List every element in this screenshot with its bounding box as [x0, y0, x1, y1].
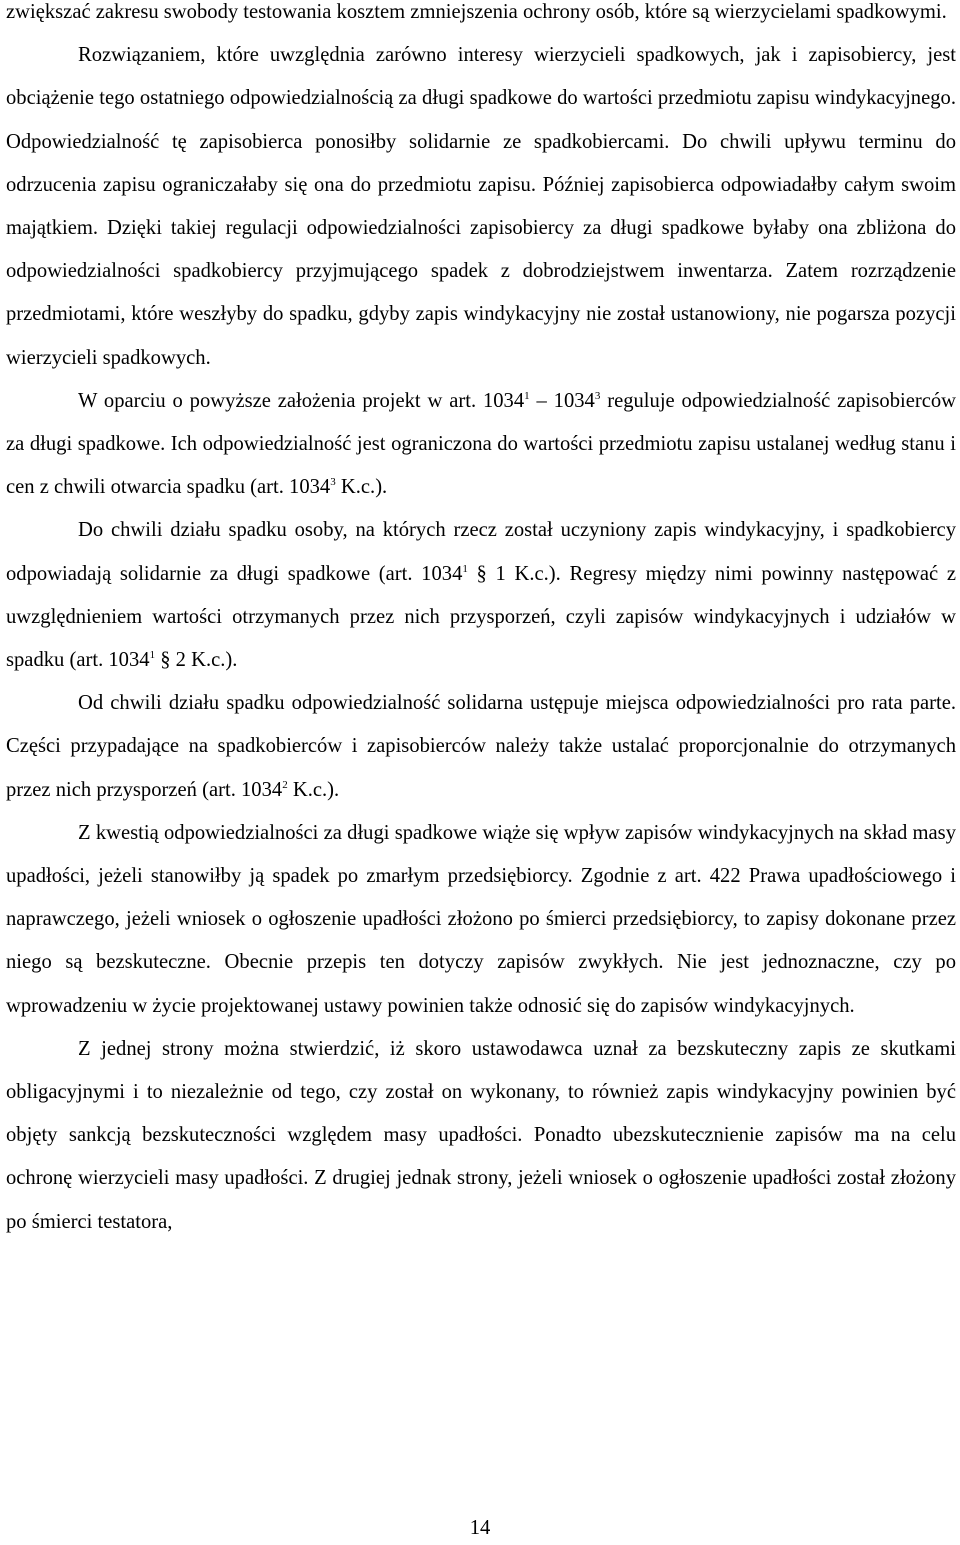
document-body — [6, 0, 956, 1244]
paragraph-7: Z jednej strony można stwierdzić, iż skoro ustawodawca uznał za bezskuteczny zapis ze skutkami obligacyjnymi i to niezależnie od tego, czy został on wykonany, to również zapis windykacyjny powinien być objęty sankcją bezskuteczności względem masy upadłości. Ponadto ubezskutecznienie zapisów ma na celu ochronę wierzycieli masy upadłości. Z drugiej jednak strony, jeżeli wniosek o ogłoszenie upadłości został złożony po śmierci testatora, — [6, 1037, 956, 1233]
paragraph-5-text-1: Od chwili działu spadku odpowiedzialność solidarna ustępuje miejsca odpowiedzialności pro rata parte. Części przypadające na spadkobierców i zapisobierców należy także ustalać proporcjonalnie do otrzymanych przez nich przysporzeń (art. 1034 — [6, 692, 956, 801]
paragraph-3-text-3: reguluje odpowiedzialność zapisobierców za długi spadkowe. Ich odpowiedzialność jest ograniczona do wartości przedmiotu zapisu ustalanej według stanu i cen z chwili otwarcia spadku (art. 1034 — [6, 389, 957, 499]
paragraph-4-text-1: Do chwili działu spadku osoby, na których rzecz został uczyniony zapis windykacyjny, i spadkobiercy odpowiadają solidarnie za długi spadkowe (art. 1034 — [6, 519, 956, 585]
superscript-3b: 3 — [330, 476, 336, 489]
paragraph-4 — [6, 509, 956, 682]
paragraph-3-text-4: K.c.). — [335, 476, 388, 499]
paragraph-3 — [6, 380, 956, 510]
superscript-3: 3 — [594, 389, 601, 402]
paragraph-3-text-2: – 1034 — [529, 389, 595, 412]
superscript-1: 1 — [524, 389, 530, 402]
paragraph-5 — [6, 682, 956, 812]
paragraph-2: Rozwiązaniem, które uwzględnia zarówno interesy wierzycieli spadkowych, jak i zapisobiercy, jest obciążenie tego ostatniego odpowiedzialnością za długi spadkowe do wartości przedmiotu zapisu windykacyjnego. Odpowiedzialność tę zapisobierca ponosiłby solidarnie ze spadkobiercami. Do chwili upływu terminu do odrzucenia zapisu ograniczałaby się ona do przedmiotu zapisu. Później zapisobierca odpowiadałby całym swoim majątkiem. Dzięki takiej regulacji odpowiedzialności zapisobiercy za długi spadkowe byłaby ona zbliżona do odpowiedzialności spadkobiercy przyjmującego spadek z dobrodziejstwem inwentarza. Zatem rozrządzenie przedmiotami, które weszłyby do spadku, gdyby zapis windykacyjny nie został ustanowiony, nie pogarsza pozycji wierzycieli spadkowych. — [6, 44, 956, 369]
paragraph-1: zwiększać zakresu swobody testowania kosztem zmniejszenia ochrony osób, które są wierzycielami spadkowymi. — [6, 1, 947, 23]
paragraph-6: Z kwestią odpowiedzialności za długi spadkowe wiąże się wpływ zapisów windykacyjnych na skład masy upadłości, jeżeli stanowiłby ją spadek po zmarłym przedsiębiorcy. Zgodnie z art. 422 Prawa upadłościowego i naprawczego, jeżeli wniosek o ogłoszenie upadłości złożono po śmierci przedsiębiorcy, to zapisy dokonane przez niego są bezskuteczne. Obecnie przepis ten dotyczy zapisów zwykłych. Nie jest jednoznaczne, czy po wprowadzeniu w życie projektowanej ustawy powinien także odnosić się do zapisów windykacyjnych. — [6, 821, 956, 1017]
paragraph-3-text-1: W oparciu o powyższe założenia projekt w art. 1034 — [78, 389, 525, 412]
paragraph-4-text-2: § 1 K.c.). Regresy między nimi powinny następować z uwzględnieniem wartości otrzymanych przez nich przysporzeń, czyli zapisów windykacyjnych i udziałów w spadku (art. 1034 — [6, 562, 956, 672]
superscript-1: 1 — [462, 562, 468, 575]
paragraph-5-text-2: K.c.). — [287, 778, 340, 801]
paragraph-4-text-3: § 2 K.c.). — [155, 649, 238, 672]
superscript-1b: 1 — [149, 649, 156, 662]
superscript-2: 2 — [282, 778, 288, 791]
page-number: 14 — [469, 1517, 491, 1539]
